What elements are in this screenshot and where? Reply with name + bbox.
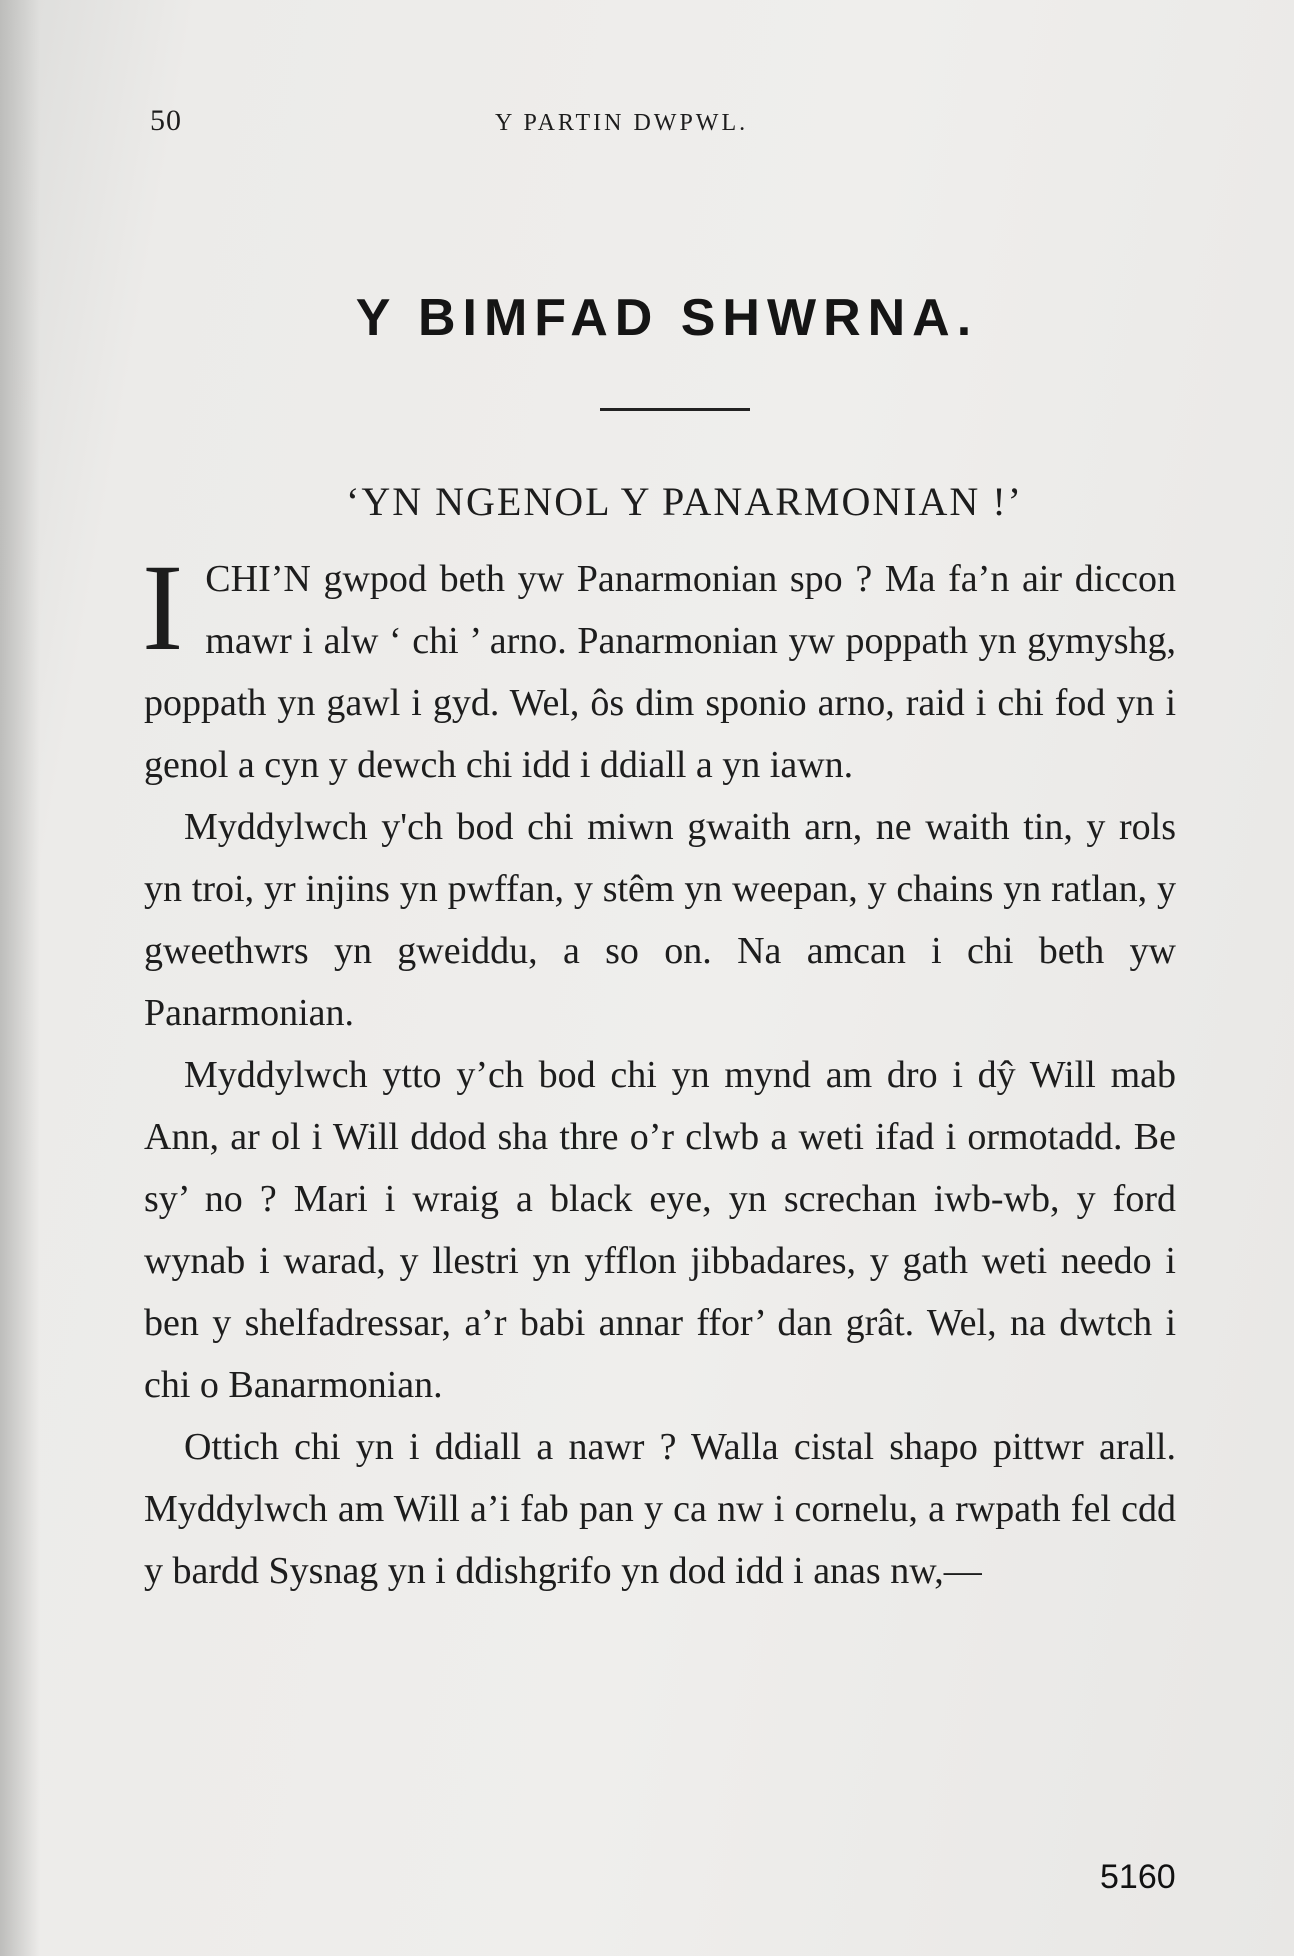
page-id: 5160 bbox=[1100, 1858, 1176, 1896]
body-text bbox=[142, 539, 1176, 1602]
paragraph: Ottich chi yn i ddiall a nawr ? Walla cistal shapo pittwr arall. Myddylwch am Will a’i fab pan y ca nw i cornelu, a rwpath fel cdd y bardd Sysnag yn i ddishgrifo yn dod idd i anas nw,— bbox=[144, 1426, 1176, 1592]
paragraph bbox=[142, 539, 1176, 796]
title-rule bbox=[600, 408, 750, 411]
running-title: Y PARTIN DWPWL. bbox=[495, 110, 749, 136]
chapter-subtitle: ‘YN NGENOL Y PANARMONIAN !’ bbox=[346, 479, 1023, 524]
paragraph-text: CHI’N gwpod beth yw Panarmonian spo ? Ma fa’n air diccon mawr i alw ‘ chi ’ arno. Panarmonian yw poppath yn gymyshg, poppath yn gawl i gyd. Wel, ôs dim sponio arno, raid i chi fod yn i genol a cyn y dewch chi idd i ddiall a yn iawn. bbox=[144, 558, 1176, 786]
drop-cap: I bbox=[142, 539, 184, 676]
running-head bbox=[150, 104, 1150, 144]
paragraph: Myddylwch y'ch bod chi miwn gwaith arn, ne waith tin, y rols yn troi, yr injins yn pwffan, y stêm yn weepan, y chains yn ratlan, y gweethwrs yn gweiddu, a so on. Na amcan i chi beth yw Panarmonian. bbox=[144, 806, 1176, 1034]
paragraph: Myddylwch ytto y’ch bod chi yn mynd am dro i dŷ Will mab Ann, ar ol i Will ddod sha thre o’r clwb a weti ifad i ormotadd. Be sy’ no ? Mari i wraig a black eye, yn screchan iwb-wb, y ford wynab i warad, y llestri yn yfflon jibbadares, y gath weti needo i ben y shelfadressar, a’r babi annar ffor’ dan grât. Wel, na dwtch i chi o Banarmonian. bbox=[144, 1054, 1176, 1406]
chapter-title: Y BIMFAD SHWRNA. bbox=[355, 289, 979, 347]
page-number: 50 bbox=[150, 104, 182, 137]
